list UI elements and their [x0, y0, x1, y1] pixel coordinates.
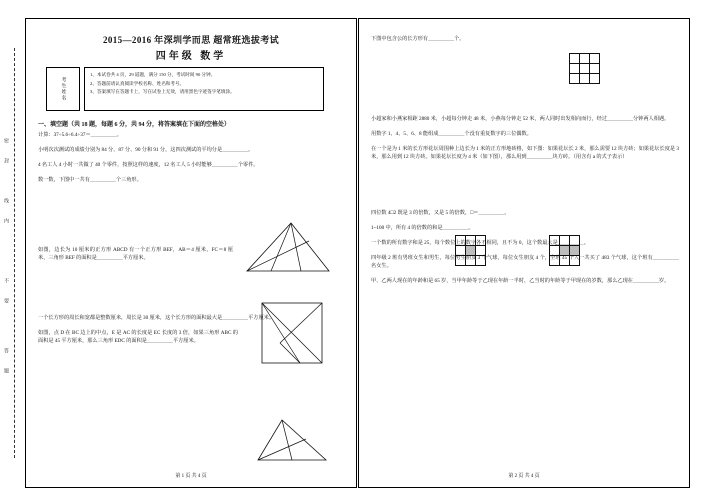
- grid-cell: [560, 236, 570, 246]
- exam-page-1: [25, 18, 357, 488]
- grid-cell: [466, 236, 476, 246]
- question-item: [371, 35, 571, 43]
- question-item: [371, 115, 679, 123]
- notice-line-1: 1、本试卷共 4 页，29 道题，满分 150 分，考试时间 90 分钟。: [90, 72, 216, 77]
- question-item: [371, 130, 679, 138]
- question-text: 在一个是为 1 米的长方形花坛周围种上边长为 1 米的正方形地砖格，如下图：如果花坛长 2 米，那么需要 12 块方砖；如果花坛长度是 3 米，那么用到 12 块方砖。如果花坛长度为 4 米（如下图），那么用到＿＿＿＿＿块方砖。（用含有 a 的式子表示）: [371, 146, 679, 160]
- question-text: 1~100 中，所有 4 的倍数的和是＿＿＿＿＿。: [371, 225, 474, 231]
- question-item: [371, 224, 679, 232]
- question-text: 一个长方形的周长和宽都是整数厘米，周长是 30 厘米，这个长方形的面积最大是＿＿＿＿＿平方厘米。: [38, 315, 275, 321]
- grid-cell: [476, 256, 486, 266]
- grid-table: [569, 53, 600, 84]
- question-text: 如图，点 D 在 BC 边上的中点，E 是 AC 的长度是 EC 长度的 3 倍，如果三角形 ABC 的面积是 45 平方厘米，那么三角形 EDC 的面积是＿＿＿＿＿平方厘米。: [38, 330, 238, 344]
- exam-page-2: [358, 18, 690, 488]
- question-item: [371, 209, 679, 217]
- question-list-page2: [371, 35, 679, 292]
- grid-table: [455, 235, 486, 266]
- question-item: [38, 176, 346, 184]
- question-item: [371, 254, 679, 270]
- page-footer-1: 第 1 页 共 4 页: [175, 474, 207, 479]
- grid-cell: [476, 246, 486, 256]
- page-footer-2: 第 2 页 共 4 页: [508, 474, 540, 479]
- margin-note-1: 密: [3, 138, 8, 145]
- grid-cell: [456, 246, 466, 256]
- binding-dashed-line: [14, 48, 15, 458]
- candidate-info-label: 考生姓名: [60, 77, 66, 101]
- margin-note-6: 要: [3, 298, 8, 305]
- question-item: [38, 131, 346, 139]
- notice-line-2: 2、答题前请认真阅读学校名称、姓名和考号。: [90, 80, 185, 86]
- grid-cell: [580, 64, 590, 74]
- grid-cell: [590, 64, 600, 74]
- margin-note-2: 封: [3, 158, 8, 165]
- page-title-line1: 2015—2016 年深圳学而思 超常班选拔考试: [102, 35, 280, 45]
- question-text: 下图中包含公的长方形有＿＿＿＿＿个。: [371, 36, 465, 42]
- question-text: 小明次次测试的成绩分别为 84 分、87 分、90 分和 91 分，这四次测试的平均分是＿＿＿＿＿。: [38, 147, 254, 153]
- grid-cell: [570, 64, 580, 74]
- question-item: [371, 145, 679, 161]
- binding-margin: [0, 18, 24, 486]
- margin-note-4: 内: [3, 218, 8, 225]
- question-text: 计算：37÷5.6÷6.4÷37＝＿＿＿＿＿。: [38, 132, 122, 138]
- grid-cell: [570, 54, 580, 64]
- question-text: 小超家和小燕家相距 2880 米，小超每分钟走 48 米，小燕每分钟走 52 米，两人同时出发相向而行，经过＿＿＿＿＿分钟两人相遇。: [371, 116, 670, 122]
- candidate-info-box: [46, 67, 80, 111]
- question-text: 一个数的所有数字和是 25，每个数位上的数字各不相同，且不为 0，这个数最大是＿＿＿＿＿。: [371, 240, 589, 246]
- grid-cell-shaded: [570, 246, 580, 256]
- grid-cell: [580, 74, 590, 84]
- margin-note-7: 答: [3, 348, 8, 355]
- grid-cell: [550, 236, 560, 246]
- figure-triangle-count: [241, 219, 336, 275]
- grid-cell: [570, 74, 580, 84]
- question-text: 四位数 4□2 既是 3 的倍数，又是 5 的倍数，□＝＿＿＿＿＿。: [371, 210, 510, 216]
- question-item: [371, 277, 679, 285]
- grid-cell: [560, 256, 570, 266]
- grid-cell: [550, 246, 560, 256]
- notice-line-3: 3、答案填写在答题卡上，写在试卷上无效，请用黑色字迹签字笔填涂。: [90, 89, 235, 94]
- question-text: 数一数，下图中一共有＿＿＿＿＿个三角形。: [38, 177, 142, 183]
- figure-square-abcd: [254, 297, 334, 369]
- grid-cell: [476, 236, 486, 246]
- grid-cell: [456, 256, 466, 266]
- grid-cell: [590, 54, 600, 64]
- margin-note-8: 题: [3, 368, 8, 375]
- question-text: 用数字 1、4、5、6、8 能组成＿＿＿＿＿个没有重复数字的三位偶数。: [371, 131, 532, 137]
- question-text: 如图，边长为 10 厘米的正方形 ABCD 有一个正方形 BEF，AB＝4 厘米，FC＝8 厘米，三角形 BEF 的面积是＿＿＿＿＿平方厘米。: [38, 247, 233, 261]
- grid-cell: [590, 74, 600, 84]
- margin-note-3: 线: [3, 198, 8, 205]
- grid-cell-shaded: [560, 246, 570, 256]
- question-item: [38, 161, 346, 169]
- section-heading-fill-in: 一、填空题（共 18 题，每题 6 分，共 94 分，将答案填在下面的空格处）: [38, 122, 231, 128]
- figure-grid-rectangles: [569, 53, 600, 84]
- grid-cell: [570, 236, 580, 246]
- question-text: 4 名工人 4 小时一共做了 40 个零件，按照这样的速度，12 名工人 5 小时能够＿＿＿＿＿个零件。: [38, 162, 259, 168]
- question-item: [38, 246, 233, 262]
- question-text: 四年级 2 班有男班女生和男生，每位男生朋友 3 个气球，每位女生朋友 4 个，全班 45 个人一共买了 483 个气球，这个班有＿＿＿＿＿名女生。: [371, 255, 679, 269]
- grid-cell: [466, 256, 476, 266]
- margin-note-5: 不: [3, 278, 8, 285]
- question-item: [371, 239, 679, 247]
- grid-cell: [580, 54, 590, 64]
- figure-triangle-abc-de: [248, 414, 334, 464]
- grid-cell-shaded: [466, 246, 476, 256]
- grid-cell: [570, 256, 580, 266]
- question-item: [38, 146, 346, 154]
- exam-notice-box: [84, 67, 324, 111]
- page-title-line2: 四年级 数学: [155, 51, 227, 62]
- figure-flowerbed-grid-left: [455, 235, 486, 266]
- question-text: 甲、乙两人现在的年龄和是 65 岁，当甲年龄等于乙现在年龄一半时，乙当时的年龄等于甲现在的岁数，那么乙现在＿＿＿＿＿岁。: [371, 278, 670, 284]
- grid-table: [549, 235, 580, 266]
- grid-cell: [456, 236, 466, 246]
- question-item: [38, 329, 238, 345]
- figure-flowerbed-grid-right: [549, 235, 580, 266]
- grid-cell: [550, 256, 560, 266]
